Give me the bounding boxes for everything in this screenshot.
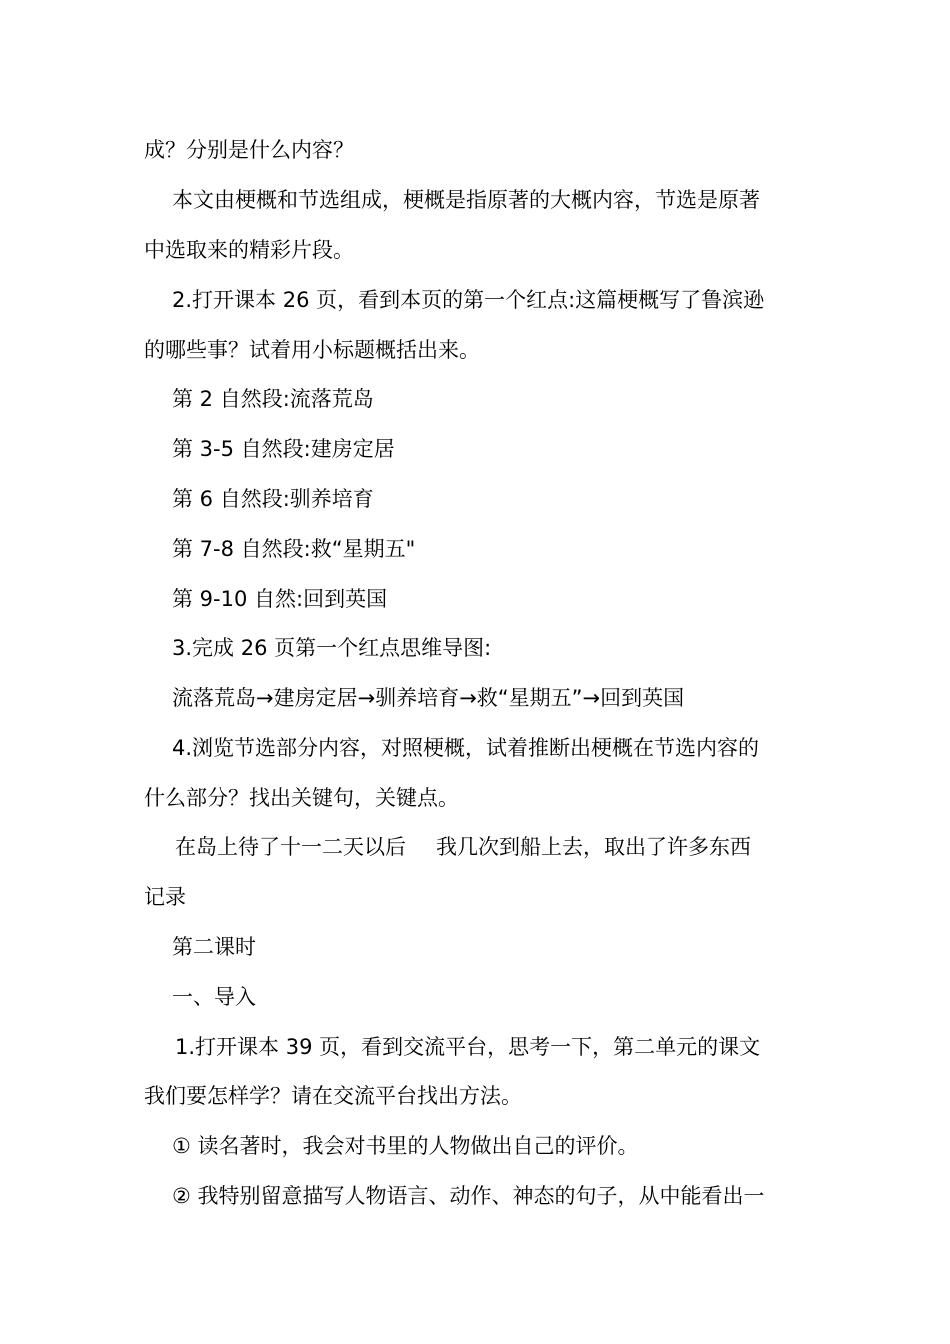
section-heading-second-lesson: 第二课时 bbox=[172, 935, 256, 959]
text-line-5: 的哪些事？试着用小标题概括出来。 bbox=[144, 338, 480, 362]
text-line-15 bbox=[175, 832, 814, 862]
text-line-4: 2.打开课本 26 页，看到本页的第一个红点:这篇梗概写了鲁滨逊 bbox=[172, 288, 765, 312]
text-line-11: 3.完成 26 页第一个红点思维导图: bbox=[172, 636, 492, 660]
text-line-9: 第 7-8 自然段:救“星期五" bbox=[172, 537, 416, 561]
text-line-3: 中选取来的精彩片段。 bbox=[144, 238, 354, 262]
key-point-2: 我几次到船上去，取出了许多东西 bbox=[436, 835, 751, 859]
text-line-21: ① 读名著时，我会对书里的人物做出自己的评价。 bbox=[172, 1134, 639, 1158]
text-line-19: 1.打开课本 39 页，看到交流平台，思考一下，第二单元的课文 bbox=[175, 1035, 761, 1059]
text-line-13: 4.浏览节选部分内容，对照梗概，试着推断出梗概在节选内容的 bbox=[172, 736, 760, 760]
text-line-12: 流落荒岛→建房定居→驯养培育→救“星期五”→回到英国 bbox=[172, 686, 685, 710]
section-heading-intro: 一、导入 bbox=[172, 985, 256, 1009]
text-line-16: 记录 bbox=[144, 885, 186, 909]
text-line-14: 什么部分？找出关键句，关键点。 bbox=[144, 786, 459, 810]
text-line-22: ② 我特别留意描写人物语言、动作、神态的句子，从中能看出一 bbox=[172, 1184, 765, 1208]
text-line-2: 本文由梗概和节选组成，梗概是指原著的大概内容，节选是原著 bbox=[172, 188, 760, 212]
key-point-1: 在岛上待了十一二天以后 bbox=[175, 835, 406, 859]
text-line-8: 第 6 自然段:驯养培育 bbox=[172, 487, 374, 511]
text-line-6: 第 2 自然段:流落荒岛 bbox=[172, 387, 374, 411]
text-line-20: 我们要怎样学？请在交流平台找出方法。 bbox=[144, 1084, 522, 1108]
text-line-7: 第 3-5 自然段:建房定居 bbox=[172, 437, 395, 461]
text-line-10: 第 9-10 自然:回到英国 bbox=[172, 587, 388, 611]
text-line-1: 成？分别是什么内容？ bbox=[144, 138, 354, 162]
